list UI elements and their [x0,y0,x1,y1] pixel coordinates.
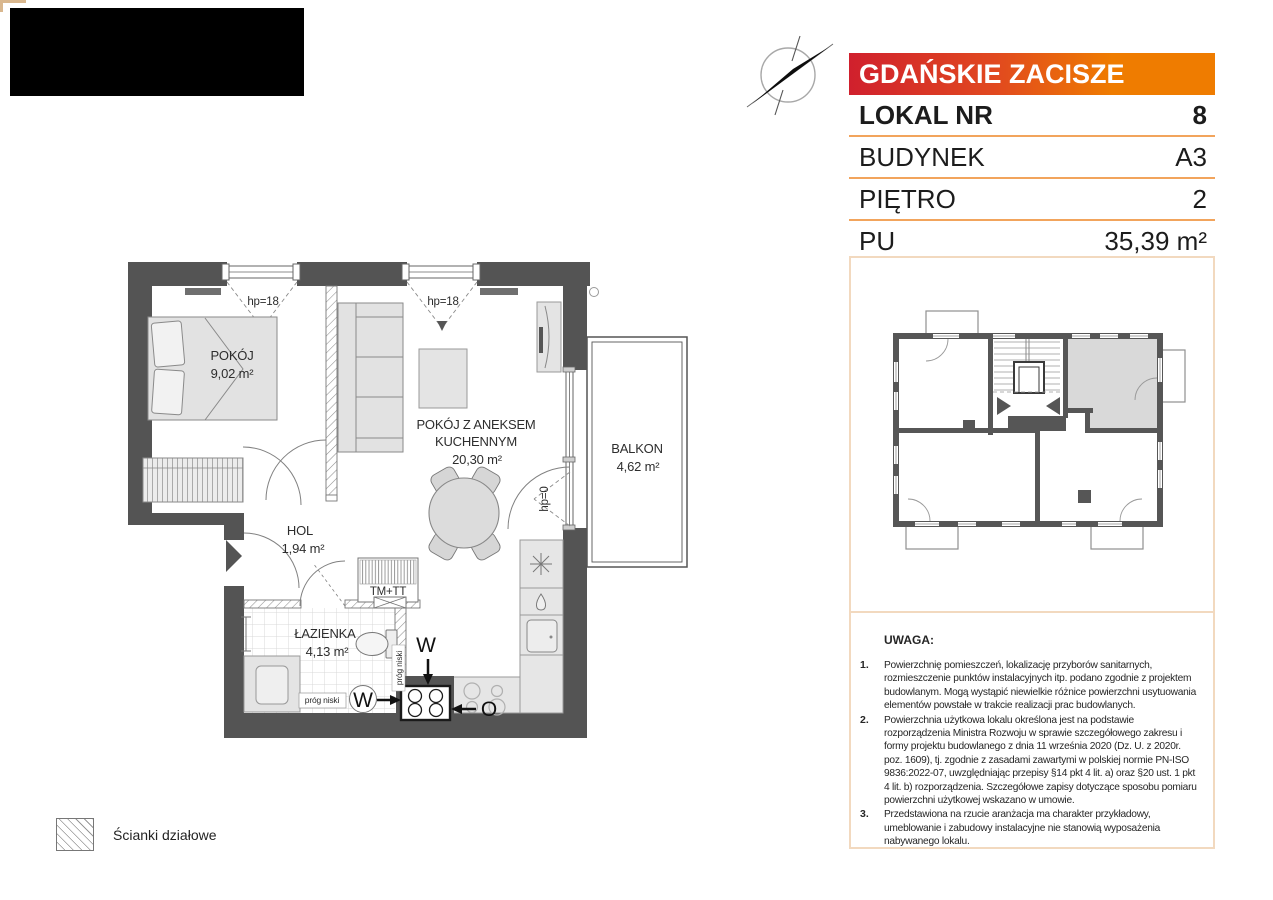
kitchen-cabinets [396,540,563,722]
row-value: 2 [1192,184,1207,214]
room-name-bathroom: ŁAZIENKA [294,626,356,641]
north-compass-icon [747,36,833,115]
keyplan-core [993,339,1063,415]
room-name-hall: HOL [286,523,314,538]
kitchen-sink [527,620,557,652]
room-area-balcony: 4,62 m² [616,459,660,474]
balcony-outline [587,288,687,568]
pillow [152,369,185,415]
note-text: Powierzchnia użytkowa lokalu określona jest na podstawie rozporządzenia Ministra Rozwoju w sprawie szczegółowego zakresu i formy projektu budowlanego z dnia 11 września 2020 (Dz. U. z 2020r. poz. 1609), tj. zgodnie z zasadami zawartymi w polskiej normie PN-ISO 9836:2022-07, uwzględniając przepisy §14 pkt 4 lit. a) oraz §20 ust. 1 pkt 4 lit. b) rozporządzenia. Szczegółowe zapisy dotyczące sposobu pomiaru powierzchni użytkowej wskazano w umowie. [884,714,1197,807]
shaft-label: TM+TT [369,586,407,598]
room-name-living-1: POKÓJ Z ANEKSEM [416,417,536,432]
radiator [185,288,221,295]
project-title: GDAŃSKIE ZACISZE [859,59,1125,89]
note-text: Powierzchnię pomieszczeń, lokalizację przyborów sanitarnych, rozmieszczenie punktów instalacyjnych itp. podano zgodnie z projektem budowlanym. Mogą wystąpić niewielkie różnice powierzchni usytuowania elementów powstałe w trakcie realizacji prac budowlanych. [884,660,1196,712]
row-value: A3 [1175,142,1207,172]
room-name-balcony: BALKON [611,441,663,456]
room-area-hall: 1,94 m² [281,541,325,556]
row-label: LOKAL NR [859,100,993,130]
room-area-living: 20,30 m² [452,452,502,467]
sill-label-balcony: hp=0 [539,486,551,512]
outlet-label-o: O [480,698,498,721]
room-area-bedroom: 9,02 m² [210,366,254,381]
tv-cabinet [537,302,561,372]
corridor-door-marker [1046,397,1060,415]
row-label: BUDYNEK [859,142,985,172]
sofa [338,303,403,452]
building-keyplan [893,311,1185,549]
sill-label: hp=18 [427,296,459,308]
note-number: 1. [860,659,869,671]
fridge-symbol [530,553,552,575]
hob [401,686,450,720]
dining-set [427,465,503,562]
living-door-swing [266,440,326,500]
washbasin [256,666,288,704]
sill-label: hp=18 [247,296,279,308]
coffee-table [419,349,467,408]
note-number: 2. [860,713,869,726]
column-symbol [590,288,599,297]
row-label: PIĘTRO [859,184,956,214]
wardrobe [143,458,243,502]
room-name-bedroom: POKÓJ [210,348,254,363]
pillow [151,321,185,367]
row-value: 8 [1192,100,1207,130]
room-name-living-2: KUCHENNYM [435,434,517,449]
toilet-bowl [356,633,388,656]
dining-table [429,478,499,548]
radiator [480,288,518,295]
note-text: Przedstawiona na rzucie aranżacja ma charakter przykładowy, umeblowanie i zabudowy instalacyjne nie stanowią wyposażenia nabywanego lokalu. [884,809,1161,848]
room-area-bathroom: 4,13 m² [305,644,349,659]
bathroom-door-swing [300,561,345,606]
corridor-door-marker [997,397,1011,415]
bedroom-door-swing [243,447,301,505]
vent-label-w: W [353,689,373,712]
row-label: PU [859,226,896,256]
installation-shaft [358,558,418,608]
row-value: 35,39 m² [1104,226,1207,256]
legend-label: Ścianki działowe [113,827,217,843]
vent-label-w: W [416,634,436,657]
note-number: 3. [860,808,869,821]
notes-heading: UWAGA: [884,633,934,647]
threshold-label: próg niski [394,650,404,686]
threshold-label: próg niski [304,695,340,705]
entrance-arrow [226,540,242,572]
